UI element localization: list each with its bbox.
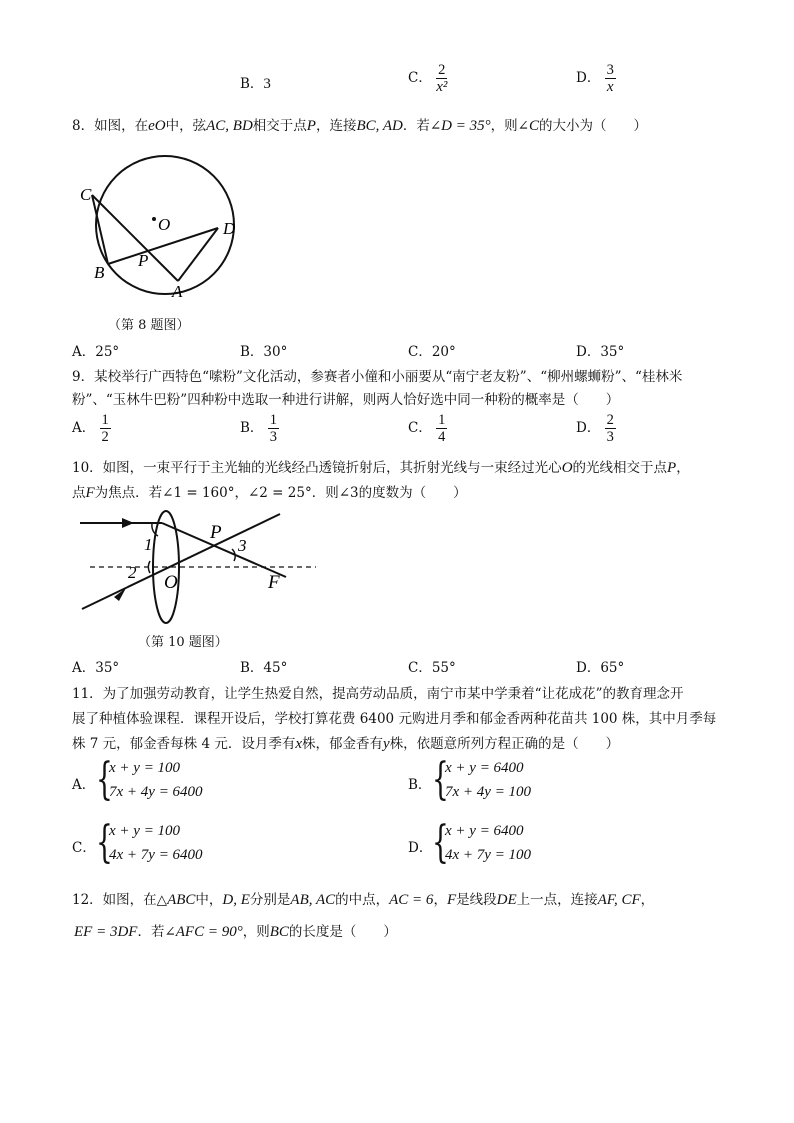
q9-option-b: B． $\frac{1}{3}$: [240, 412, 277, 445]
q10-option-d: D．65°: [576, 660, 625, 676]
q11-option-d-label: D．: [408, 840, 433, 856]
q10-option-b: B．45°: [240, 660, 288, 676]
q8-option-a: A．25°: [72, 344, 120, 360]
q9-stem-line1: 9．某校举行广西特色“嗦粉”文化活动，参赛者小僮和小丽要从“南宁老友粉”、“柳州螺蛳粉”、“桂林米: [72, 369, 683, 385]
q11-option-c-label: C．: [72, 840, 96, 856]
q10-fig-label-p: P: [210, 522, 222, 543]
q10-stem-line1: 10．如图，一束平行于主光轴的光线经凸透镜折射后，其折射光线与一束经过光心O的光线相交于点P，: [72, 460, 690, 476]
q10-lens-figure: [72, 506, 322, 628]
q10-fig-label-3: 3: [238, 536, 247, 555]
q7-option-d: D． $\frac{3}{x}$: [576, 62, 614, 95]
q10-option-c: C．55°: [408, 660, 456, 676]
q8-circle-figure: [72, 148, 252, 298]
q10-fig-label-o: O: [164, 572, 178, 593]
q8-caption: （第 8 题图）: [108, 318, 190, 333]
q10-stem-line2: 点F为焦点．若∠1 = 160°，∠2 = 25°．则∠3的度数为（ ）: [72, 485, 467, 501]
q8-fig-label-b: B: [94, 263, 105, 282]
q10-fig-label-2: 2: [128, 563, 137, 582]
q12-stem-line2: EF = 3DF．若∠AFC = 90°，则BC的长度是（ ）: [74, 924, 397, 940]
q8-fig-label-c: C: [80, 185, 92, 204]
q11-option-a-label: A．: [72, 777, 96, 793]
q9-option-a: A． $\frac{1}{2}$: [72, 412, 109, 445]
q10-caption: （第 10 题图）: [138, 635, 228, 650]
q8-fig-label-p: P: [138, 251, 149, 270]
q11-stem-line1: 11．为了加强劳动教育，让学生热爱自然，提高劳动品质，南宁市某中学秉着“让花成花”的教育理念开: [72, 686, 684, 702]
q9-option-d: D． $\frac{2}{3}$: [576, 412, 614, 445]
q9-option-c: C． $\frac{1}{4}$: [408, 412, 446, 445]
q11-option-b-system: { x + y = 6400 7x + 4y = 100: [432, 754, 532, 805]
q11-stem-line2: 展了种植体验课程．课程开设后，学校打算花费 6400 元购进月季和郁金香两种花苗共 100 株，其中月季每: [72, 711, 717, 727]
q11-stem-line3: 株 7 元，郁金香每株 4 元．设月季有x株，郁金香有y株，依题意所列方程正确的是（ ）: [72, 736, 620, 752]
q7-option-b: B．3: [240, 76, 271, 92]
q8-option-d: D．35°: [576, 344, 625, 360]
q10-fig-label-f: F: [268, 572, 280, 593]
q11-option-c-system: { x + y = 100 4x + 7y = 6400: [96, 817, 203, 868]
q8-fig-label-o: O: [158, 215, 171, 234]
q10-option-a: A．35°: [72, 660, 120, 676]
q7-option-c: C． $\frac{2}{\text{x²}}$: [408, 62, 448, 95]
q11-option-d-system: { x + y = 6400 4x + 7y = 100: [432, 817, 532, 868]
q8-stem: 8．如图，在eO中，弦AC, BD相交于点P，连接BC, AD．若∠D = 35°，则∠C的大小为（ ）: [72, 118, 647, 134]
q10-fig-label-1: 1: [144, 535, 153, 554]
q9-stem-line2: 粉”、“玉林牛巴粉”四种粉中选取一种进行讲解，则两人恰好选中同一种粉的概率是（ ）: [72, 392, 620, 408]
q8-fig-label-d: D: [223, 219, 236, 238]
q8-option-b: B．30°: [240, 344, 288, 360]
q8-option-c: C．20°: [408, 344, 456, 360]
q8-fig-label-a: A: [172, 282, 183, 298]
q11-option-a-system: { x + y = 100 7x + 4y = 6400: [96, 754, 203, 805]
q12-stem-line1: 12．如图，在△ABC中，D, E分别是AB, AC的中点，AC = 6，F是线段DE上一点，连接AF, CF，: [72, 892, 655, 908]
q11-option-b-label: B．: [408, 777, 432, 793]
